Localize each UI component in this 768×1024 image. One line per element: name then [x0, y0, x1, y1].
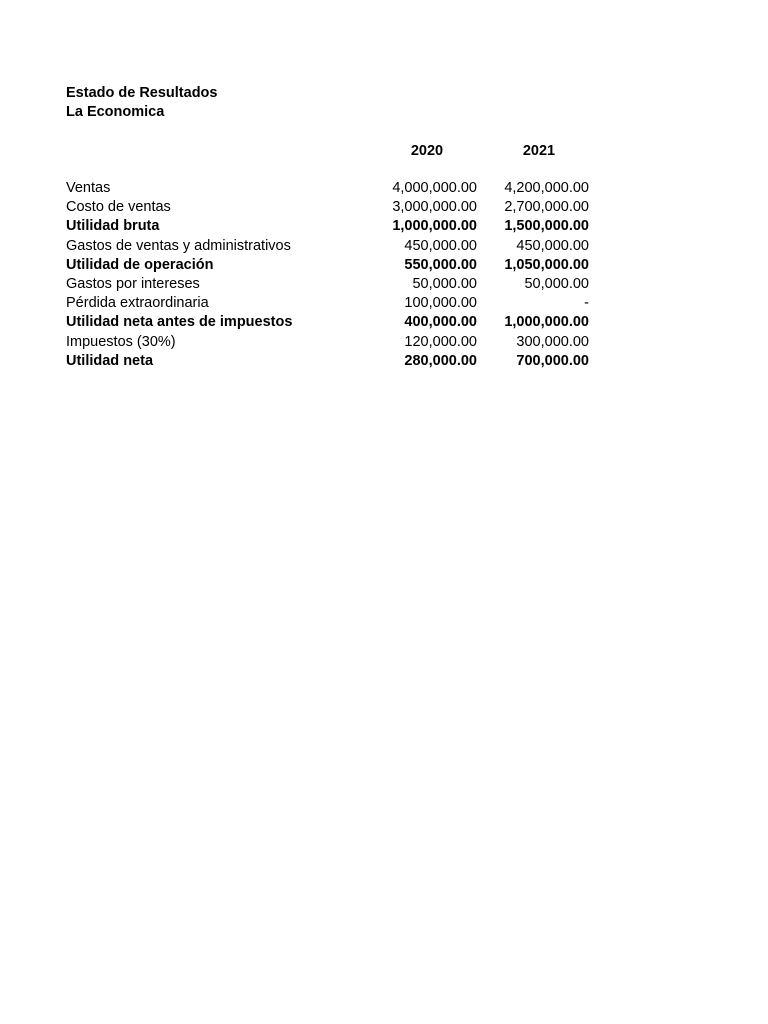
- table-row: [66, 352, 596, 371]
- row-label: Gastos de ventas y administrativos: [66, 237, 291, 254]
- table-row: [66, 237, 596, 256]
- value-2020: 50,000.00: [412, 275, 477, 292]
- value-2020: 3,000,000.00: [392, 199, 477, 216]
- value-2021: 50,000.00: [524, 275, 589, 292]
- value-2021: -: [584, 295, 589, 312]
- value-2021: 1,050,000.00: [504, 256, 589, 273]
- row-label: Utilidad de operación: [66, 256, 214, 273]
- row-label: Ventas: [66, 180, 111, 196]
- value-2021: 1,000,000.00: [504, 314, 589, 331]
- table-row: [66, 313, 596, 332]
- value-2020: 400,000.00: [404, 314, 477, 331]
- row-label: Impuestos (30%): [66, 333, 176, 350]
- statement-title: Estado de Resultados: [66, 85, 218, 101]
- value-2020: 120,000.00: [404, 333, 477, 350]
- company-name: La Economica: [66, 104, 165, 120]
- value-2020: 450,000.00: [404, 237, 477, 254]
- value-2021: 2,700,000.00: [504, 199, 589, 216]
- value-2020: 550,000.00: [404, 256, 477, 273]
- column-header-2020: 2020: [410, 143, 444, 159]
- table-row: [66, 179, 596, 198]
- value-2021: 700,000.00: [516, 352, 589, 369]
- row-label: Gastos por intereses: [66, 275, 200, 292]
- table-row: [66, 275, 596, 294]
- table-row: [66, 217, 596, 236]
- value-2020: 1,000,000.00: [392, 218, 477, 235]
- row-label: Utilidad neta: [66, 352, 154, 369]
- value-2020: 4,000,000.00: [392, 180, 477, 196]
- table-row: [66, 333, 596, 352]
- value-2021: 1,500,000.00: [504, 218, 589, 235]
- value-2020: 280,000.00: [404, 352, 477, 369]
- value-2020: 100,000.00: [404, 295, 477, 312]
- value-2021: 4,200,000.00: [504, 180, 589, 196]
- table-row: [66, 256, 596, 275]
- row-label: Utilidad neta antes de impuestos: [66, 314, 293, 331]
- table-row: [66, 198, 596, 217]
- value-2021: 450,000.00: [516, 237, 589, 254]
- row-label: Utilidad bruta: [66, 218, 160, 235]
- income-statement-table: [66, 179, 596, 371]
- row-label: Costo de ventas: [66, 199, 171, 216]
- table-row: [66, 294, 596, 313]
- value-2021: 300,000.00: [516, 333, 589, 350]
- row-label: Pérdida extraordinaria: [66, 295, 209, 312]
- column-header-2021: 2021: [522, 143, 556, 159]
